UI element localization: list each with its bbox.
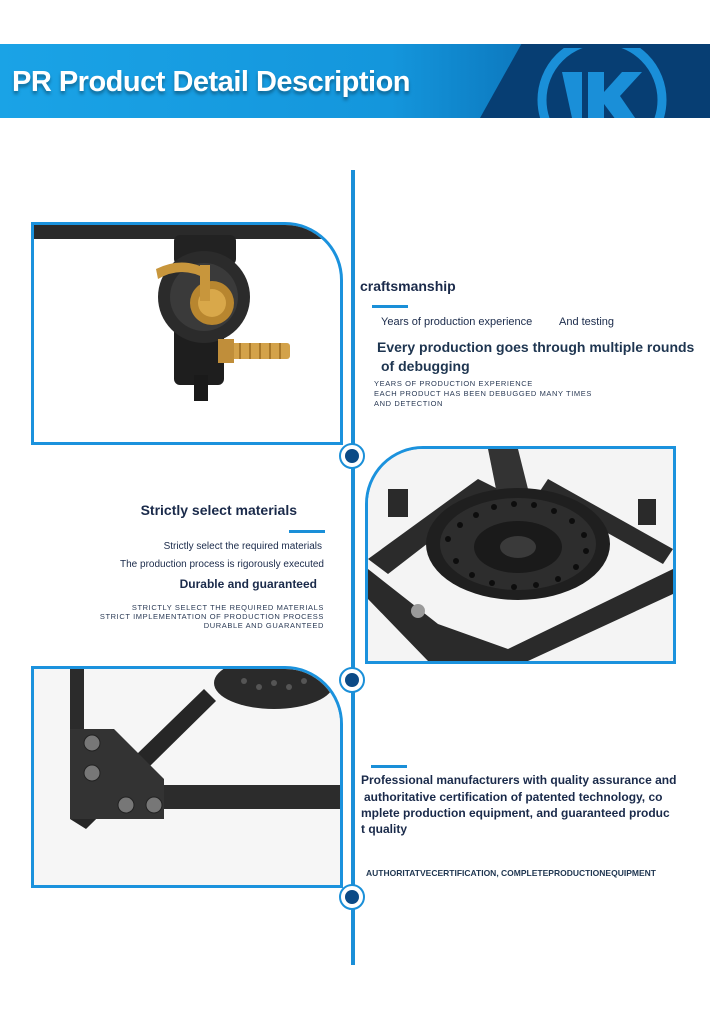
caps-text: STRICT IMPLEMENTATION OF PRODUCTION PROCESS [99,612,324,621]
timeline-node-icon [339,443,365,469]
section-heading-materials: Strictly select materials [140,502,297,518]
feature-text: And testing [559,316,615,328]
caps-text: YEARS OF PRODUCTION EXPERIENCE [374,379,533,388]
caps-text: AUTHORITATVECERTIFICATION, COMPLETEPRODUCTIONEQUIPMENT [366,868,656,878]
caps-text: STRICTLY SELECT THE REQUIRED MATERIALS [131,603,324,612]
accent-bar [289,530,325,533]
highlight-text: Every production goes through multiple rounds [377,339,695,355]
paragraph-line: Professional manufacturers with quality assurance and [361,773,677,787]
paragraph-line: t quality [361,822,408,836]
hk-logo-icon [524,48,672,118]
paragraph-line: authoritative certification of patented technology, co [364,790,663,804]
highlight-text: of debugging [381,358,470,374]
bracket-product-image [31,666,343,888]
section-heading-craftsmanship: craftsmanship [360,278,456,294]
burner-product-image [365,446,676,664]
valve-product-image [31,222,343,445]
accent-bar [372,305,408,308]
accent-bar [371,765,407,768]
timeline-node-icon [339,667,365,693]
feature-text: Durable and guaranteed [179,577,317,591]
caps-text: DURABLE AND GUARANTEED [203,621,324,630]
page-title: PR Product Detail Description [12,66,411,98]
header-banner [0,44,710,118]
feature-text: Years of production experience [381,316,533,328]
caps-text: EACH PRODUCT HAS BEEN DEBUGGED MANY TIMES [374,389,592,398]
timeline-line [351,170,355,965]
feature-text: Strictly select the required materials [163,541,322,552]
caps-text: AND DETECTION [374,399,444,408]
paragraph-line: mplete production equipment, and guaranteed produc [361,806,670,820]
feature-text: The production process is rigorously executed [120,559,324,570]
